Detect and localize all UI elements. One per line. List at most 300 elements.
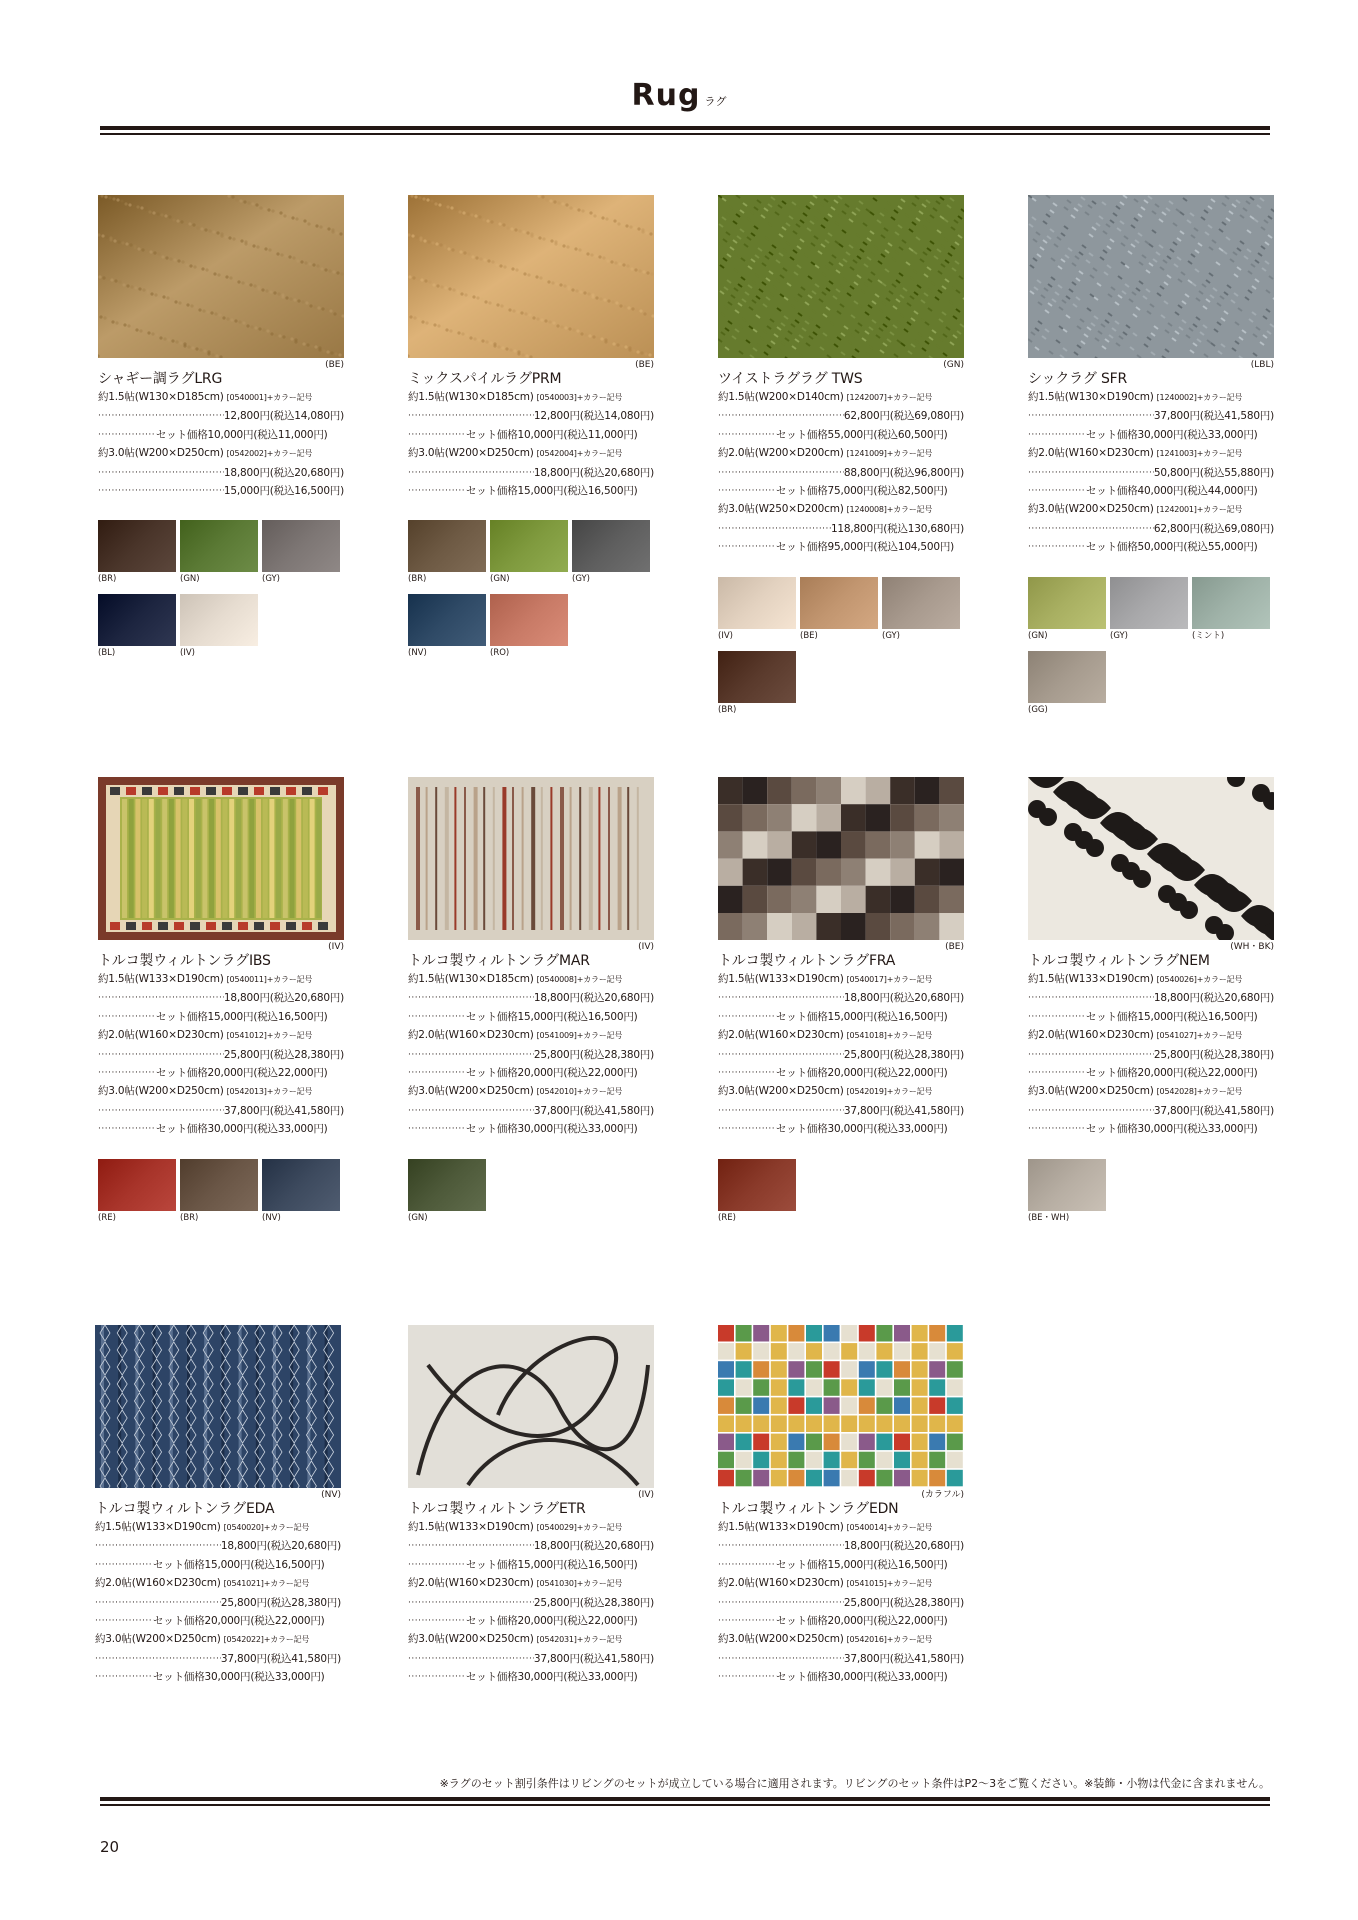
footnote: ※ラグのセット割引条件はリビングのセットが成立している場合に適用されます。リビングのセット条件はP2～3をご覧ください。※装飾・小物は代金に含まれません。 <box>439 1777 1270 1790</box>
set-price-label: セット価格 <box>466 1067 518 1080</box>
price-value: 30,000円 <box>517 1671 564 1684</box>
price-value: 18,800円 <box>843 1540 890 1553</box>
size-line <box>98 970 348 989</box>
set-price-label: セット価格 <box>156 428 208 441</box>
tax-included-price: (税込20,680円) <box>579 466 654 479</box>
product-code: [1240008]+カラー記号 <box>846 505 933 515</box>
product-name: トルコ製ウィルトンラグETR <box>408 1501 586 1517</box>
price-value: 95,000円 <box>827 541 874 554</box>
size-label: 約2.0帖(W160×D230cm) <box>1028 447 1154 460</box>
set-price-label: セット価格 <box>1086 1123 1138 1136</box>
color-swatch <box>98 594 180 658</box>
price-line <box>718 1650 964 1668</box>
leader-dots <box>408 1650 534 1668</box>
price-line <box>718 989 964 1007</box>
leader-dots <box>408 407 534 425</box>
leader-dots <box>408 1120 466 1138</box>
tax-included-price: (税込41,580円) <box>889 1104 964 1117</box>
price-value: 20,000円 <box>827 1615 874 1628</box>
product-photo <box>408 1325 654 1488</box>
leader-dots <box>718 1668 776 1686</box>
set-price-line <box>408 1612 654 1630</box>
size-line <box>1028 1082 1278 1101</box>
leader-dots <box>98 407 224 425</box>
price-value: 18,800円 <box>223 466 270 479</box>
swatch-label: (RO) <box>490 648 510 659</box>
leader-dots <box>98 426 156 444</box>
set-price-label: セット価格 <box>466 1615 518 1628</box>
size-label: 約1.5帖(W130×D190cm) <box>1028 391 1154 403</box>
tax-included-price: (税込16,500円) <box>1183 1010 1258 1023</box>
product-code: [0542031]+カラー記号 <box>536 1635 623 1645</box>
tax-included-price: (税込20,680円) <box>269 992 344 1005</box>
set-price-label: セット価格 <box>156 1123 208 1136</box>
leader-dots <box>1028 1046 1154 1064</box>
product-card <box>98 195 348 668</box>
tax-included-price: (税込69,080円) <box>1199 522 1274 535</box>
product-code: [1241009]+カラー記号 <box>846 449 933 459</box>
set-price-label: セット価格 <box>776 541 828 554</box>
tax-included-price: (税込104,500円) <box>873 541 955 554</box>
price-value: 88,800円 <box>843 466 890 479</box>
tax-included-price: (税込96,800円) <box>889 466 964 479</box>
price-value: 25,800円 <box>1153 1048 1200 1061</box>
color-swatches <box>1028 577 1278 725</box>
tax-included-price: (税込60,500円) <box>873 428 948 441</box>
color-swatch <box>1110 577 1192 641</box>
product-color-code: (IV) <box>638 1490 654 1500</box>
price-line <box>408 989 654 1007</box>
color-swatches <box>98 1159 348 1233</box>
leader-dots <box>95 1650 221 1668</box>
price-value: 30,000円 <box>1137 1123 1184 1136</box>
leader-dots <box>1028 1102 1154 1120</box>
tax-included-price: (税込82,500円) <box>873 485 948 498</box>
leader-dots <box>95 1594 221 1612</box>
set-price-line <box>98 1064 344 1082</box>
price-value: 25,800円 <box>843 1596 890 1609</box>
swatch-label: (BR) <box>718 704 737 715</box>
swatch-chip <box>572 520 650 572</box>
product-name: トルコ製ウィルトンラグIBS <box>98 953 271 969</box>
leader-dots <box>718 1120 776 1138</box>
size-label: 約3.0帖(W200×D250cm) <box>98 447 224 460</box>
header-rule <box>100 126 1270 130</box>
price-line <box>1028 1046 1274 1064</box>
product-photo <box>408 195 654 358</box>
swatch-chip <box>1028 577 1106 629</box>
color-swatch <box>1028 577 1110 641</box>
leader-dots <box>408 1102 534 1120</box>
price-line <box>408 407 654 425</box>
tax-included-price: (税込16,500円) <box>873 1558 948 1571</box>
tax-included-price: (税込41,580円) <box>266 1652 341 1665</box>
leader-dots <box>718 1046 844 1064</box>
product-code: [1242001]+カラー記号 <box>1156 505 1243 515</box>
product-code: [0540029]+カラー記号 <box>536 1523 623 1532</box>
price-line <box>1028 1102 1274 1120</box>
product-code: [0542022]+カラー記号 <box>223 1635 310 1645</box>
product-name: トルコ製ウィルトンラグNEM <box>1028 953 1210 969</box>
color-swatch <box>1028 651 1110 715</box>
page-title-en: Rug <box>631 78 701 113</box>
size-label: 約1.5帖(W130×D185cm) <box>408 973 534 985</box>
price-value: 30,000円 <box>827 1123 874 1136</box>
leader-dots <box>95 1668 153 1686</box>
price-value: 50,000円 <box>1137 541 1184 554</box>
tax-included-price: (税込41,580円) <box>889 1652 964 1665</box>
swatch-label: (IV) <box>180 648 195 659</box>
price-line <box>408 1046 654 1064</box>
price-line <box>718 1102 964 1120</box>
price-value: 15,000円 <box>1137 1010 1184 1023</box>
product-card <box>95 1325 345 1687</box>
tax-included-price: (税込22,000円) <box>1183 1067 1258 1080</box>
tax-included-price: (税込16,500円) <box>563 1558 638 1571</box>
swatch-chip <box>490 594 568 646</box>
product-card <box>408 1325 658 1687</box>
tax-included-price: (税込55,000円) <box>1183 541 1258 554</box>
product-color-code: (WH・BK) <box>1230 942 1274 952</box>
size-line <box>1028 970 1278 989</box>
swatch-chip <box>1028 651 1106 703</box>
product-color-code: (カラフル) <box>921 1490 964 1500</box>
size-line <box>408 1518 658 1537</box>
color-swatch <box>490 520 572 584</box>
set-price-label: セット価格 <box>1086 1010 1138 1023</box>
size-line <box>718 444 968 463</box>
price-value: 30,000円 <box>204 1671 251 1684</box>
tax-included-price: (税込130,680円) <box>883 522 964 535</box>
price-value: 15,000円 <box>517 485 564 498</box>
price-line <box>1028 407 1274 425</box>
product-code: [0540017]+カラー記号 <box>846 975 933 984</box>
leader-dots <box>1028 989 1154 1007</box>
leader-dots <box>408 1064 466 1082</box>
price-value: 12,800円 <box>223 410 270 423</box>
swatch-chip <box>1110 577 1188 629</box>
leader-dots <box>1028 1120 1086 1138</box>
price-line <box>408 1594 654 1612</box>
product-name: トルコ製ウィルトンラグFRA <box>718 953 896 969</box>
product-card <box>718 1325 968 1687</box>
price-value: 18,800円 <box>533 1540 580 1553</box>
product-code: [0542028]+カラー記号 <box>1156 1087 1243 1097</box>
price-line <box>408 1650 654 1668</box>
color-swatches <box>718 1159 968 1233</box>
product-color-code: (IV) <box>638 942 654 952</box>
tax-included-price: (税込33,000円) <box>253 1123 328 1136</box>
tax-included-price: (税込28,380円) <box>579 1048 654 1061</box>
price-line <box>98 1046 344 1064</box>
leader-dots <box>408 1046 534 1064</box>
tax-included-price: (税込16,500円) <box>250 1558 325 1571</box>
tax-included-price: (税込55,880円) <box>1199 466 1274 479</box>
set-price-label: セット価格 <box>1086 541 1138 554</box>
tax-included-price: (税込28,380円) <box>1199 1048 1274 1061</box>
leader-dots <box>718 464 844 482</box>
set-price-label: セット価格 <box>466 1010 518 1023</box>
swatch-chip <box>1028 1159 1106 1211</box>
swatch-chip <box>882 577 960 629</box>
set-price-line <box>718 1064 964 1082</box>
size-label: 約3.0帖(W200×D250cm) <box>718 1085 844 1098</box>
size-label: 約3.0帖(W200×D250cm) <box>95 1633 221 1646</box>
swatch-label: (BE) <box>800 630 818 641</box>
price-value: 18,800円 <box>220 1540 267 1553</box>
size-line <box>718 1630 968 1649</box>
tax-included-price: (税込20,680円) <box>579 992 654 1005</box>
set-price-line <box>408 1064 654 1082</box>
size-line <box>408 1082 658 1101</box>
set-price-label: セット価格 <box>466 428 518 441</box>
swatch-label: (RE) <box>98 1212 116 1223</box>
swatch-chip <box>180 520 258 572</box>
product-card <box>718 777 968 1233</box>
swatch-chip <box>98 520 176 572</box>
size-line <box>95 1518 345 1537</box>
product-color-code: (BE) <box>635 360 654 370</box>
tax-included-price: (税込28,380円) <box>889 1048 964 1061</box>
color-swatch <box>180 520 262 584</box>
leader-dots <box>718 1594 844 1612</box>
color-swatch <box>718 577 800 641</box>
price-value: 10,000円 <box>517 428 564 441</box>
price-line <box>95 1594 341 1612</box>
swatch-label: (GG) <box>1028 704 1048 715</box>
color-swatch <box>800 577 882 641</box>
price-line <box>408 464 654 482</box>
size-label: 約2.0帖(W200×D200cm) <box>718 447 844 460</box>
swatch-chip <box>718 1159 796 1211</box>
product-card <box>408 195 658 668</box>
leader-dots <box>718 1064 776 1082</box>
size-label: 約3.0帖(W200×D250cm) <box>408 1085 534 1098</box>
price-line <box>718 407 964 425</box>
price-value: 15,000円 <box>827 1558 874 1571</box>
leader-dots <box>1028 407 1154 425</box>
size-line <box>408 388 658 407</box>
swatch-label: (IV) <box>718 630 733 641</box>
set-price-line <box>718 1008 964 1026</box>
leader-dots <box>98 1102 224 1120</box>
product-code: [0541015]+カラー記号 <box>846 1579 933 1589</box>
price-line <box>1028 989 1274 1007</box>
set-price-line <box>408 1556 654 1574</box>
price-line <box>1028 520 1274 538</box>
size-line <box>718 1082 968 1101</box>
leader-dots <box>408 1556 466 1574</box>
tax-included-price: (税込14,080円) <box>579 410 654 423</box>
size-label: 約1.5帖(W133×D190cm) <box>408 1521 534 1533</box>
tax-included-price: (税込33,000円) <box>250 1671 325 1684</box>
swatch-chip <box>98 594 176 646</box>
leader-dots <box>408 989 534 1007</box>
color-swatch <box>572 520 654 584</box>
set-price-line <box>718 1556 964 1574</box>
price-value: 18,800円 <box>1153 992 1200 1005</box>
tax-included-price: (税込22,000円) <box>563 1067 638 1080</box>
set-price-label: セット価格 <box>156 1010 208 1023</box>
product-code: [0542004]+カラー記号 <box>536 449 623 459</box>
size-label: 約1.5帖(W133×D190cm) <box>718 973 844 985</box>
tax-included-price: (税込28,380円) <box>266 1596 341 1609</box>
page-number: 20 <box>100 1838 120 1856</box>
tax-included-price: (税込41,580円) <box>269 1104 344 1117</box>
size-line <box>718 500 968 519</box>
color-swatch <box>408 594 490 658</box>
swatch-label: (RE) <box>718 1212 736 1223</box>
swatch-label: (BL) <box>98 648 116 659</box>
size-label: 約1.5帖(W133×D190cm) <box>718 1521 844 1533</box>
leader-dots <box>95 1537 221 1555</box>
price-value: 25,800円 <box>220 1596 267 1609</box>
tax-included-price: (税込20,680円) <box>889 1540 964 1553</box>
price-value: 12,800円 <box>533 410 580 423</box>
set-price-label: セット価格 <box>776 428 828 441</box>
set-price-label: セット価格 <box>776 485 828 498</box>
set-price-line <box>408 482 654 500</box>
color-swatch <box>408 520 490 584</box>
leader-dots <box>718 1102 844 1120</box>
color-swatches <box>718 577 968 725</box>
swatch-chip <box>180 1159 258 1211</box>
price-value: 25,800円 <box>533 1596 580 1609</box>
tax-included-price: (税込44,000円) <box>1183 485 1258 498</box>
tax-included-price: (税込20,680円) <box>269 466 344 479</box>
size-line <box>718 1026 968 1045</box>
swatch-chip <box>800 577 878 629</box>
swatch-label: (GN) <box>408 1212 428 1223</box>
tax-included-price: (税込16,500円) <box>253 1010 328 1023</box>
size-line <box>98 444 348 463</box>
leader-dots <box>408 1612 466 1630</box>
product-code: [0540008]+カラー記号 <box>536 975 623 984</box>
price-value: 20,000円 <box>827 1067 874 1080</box>
price-line <box>718 1594 964 1612</box>
set-price-line <box>1028 1120 1274 1138</box>
price-value: 10,000円 <box>207 428 254 441</box>
swatch-label: (GN) <box>180 574 200 585</box>
size-line <box>98 388 348 407</box>
size-label: 約1.5帖(W133×D190cm) <box>1028 973 1154 985</box>
product-photo <box>718 1325 964 1488</box>
color-swatch <box>1028 1159 1110 1223</box>
swatch-chip <box>408 1159 486 1211</box>
size-line <box>1028 500 1278 519</box>
price-value: 37,800円 <box>220 1652 267 1665</box>
set-price-label: セット価格 <box>466 485 518 498</box>
tax-included-price: (税込22,000円) <box>873 1615 948 1628</box>
size-line <box>718 1518 968 1537</box>
set-price-line <box>98 1008 344 1026</box>
swatch-chip <box>408 520 486 572</box>
set-price-line <box>1028 538 1274 556</box>
tax-included-price: (税込20,680円) <box>889 992 964 1005</box>
product-card <box>408 777 658 1233</box>
product-photo <box>95 1325 341 1488</box>
set-price-line <box>95 1668 341 1686</box>
set-price-label: セット価格 <box>466 1558 518 1571</box>
tax-included-price: (税込16,500円) <box>269 485 344 498</box>
price-line <box>718 464 964 482</box>
tax-included-price: (税込16,500円) <box>873 1010 948 1023</box>
color-swatch <box>490 594 572 658</box>
price-line <box>718 1537 964 1555</box>
product-color-code: (NV) <box>321 1490 341 1500</box>
leader-dots <box>1028 482 1086 500</box>
leader-dots <box>718 1008 776 1026</box>
size-label: 約2.0帖(W160×D230cm) <box>98 1029 224 1042</box>
leader-dots <box>98 1120 156 1138</box>
swatch-label: (GY) <box>882 630 900 641</box>
leader-dots <box>718 1556 776 1574</box>
swatch-label: (NV) <box>262 1212 281 1223</box>
size-label: 約3.0帖(W200×D250cm) <box>98 1085 224 1098</box>
set-price-label: セット価格 <box>1086 1067 1138 1080</box>
leader-dots <box>718 1612 776 1630</box>
price-line <box>408 1102 654 1120</box>
leader-dots <box>95 1612 153 1630</box>
color-swatches <box>408 1159 658 1233</box>
leader-dots <box>1028 426 1086 444</box>
price-value: 37,800円 <box>533 1104 580 1117</box>
tax-included-price: (税込22,000円) <box>253 1067 328 1080</box>
product-code: [0540001]+カラー記号 <box>226 393 313 402</box>
product-photo <box>1028 195 1274 358</box>
swatch-chip <box>262 1159 340 1211</box>
size-label: 約2.0帖(W160×D230cm) <box>408 1577 534 1590</box>
size-line <box>718 388 968 407</box>
product-color-code: (BE) <box>945 942 964 952</box>
price-line <box>98 989 344 1007</box>
product-code: [0542010]+カラー記号 <box>536 1087 623 1097</box>
set-price-line <box>718 538 964 556</box>
price-value: 25,800円 <box>533 1048 580 1061</box>
set-price-line <box>718 1668 964 1686</box>
leader-dots <box>1028 1008 1086 1026</box>
tax-included-price: (税込14,080円) <box>269 410 344 423</box>
swatch-chip <box>718 651 796 703</box>
set-price-label: セット価格 <box>776 1558 828 1571</box>
swatch-label: (GY) <box>262 574 280 585</box>
swatch-label: (BR) <box>180 1212 199 1223</box>
price-line <box>98 464 344 482</box>
price-value: 20,000円 <box>517 1615 564 1628</box>
price-value: 37,800円 <box>533 1652 580 1665</box>
price-line <box>98 407 344 425</box>
footer-rule-thin <box>100 1804 1270 1806</box>
size-line <box>408 1630 658 1649</box>
price-value: 20,000円 <box>1137 1067 1184 1080</box>
tax-included-price: (税込33,000円) <box>563 1123 638 1136</box>
price-value: 55,000円 <box>827 428 874 441</box>
price-value: 20,000円 <box>207 1067 254 1080</box>
tax-included-price: (税込33,000円) <box>1183 428 1258 441</box>
size-label: 約2.0帖(W160×D230cm) <box>718 1029 844 1042</box>
size-label: 約1.5帖(W133×D190cm) <box>95 1521 221 1533</box>
price-value: 15,000円 <box>207 1010 254 1023</box>
leader-dots <box>408 1668 466 1686</box>
price-value: 15,000円 <box>517 1558 564 1571</box>
leader-dots <box>1028 1064 1086 1082</box>
set-price-label: セット価格 <box>776 1671 828 1684</box>
set-price-label: セット価格 <box>153 1615 205 1628</box>
tax-included-price: (税込33,000円) <box>873 1671 948 1684</box>
swatch-label: (ミント) <box>1192 630 1225 641</box>
size-label: 約3.0帖(W250×D200cm) <box>718 503 844 516</box>
set-price-label: セット価格 <box>153 1558 205 1571</box>
